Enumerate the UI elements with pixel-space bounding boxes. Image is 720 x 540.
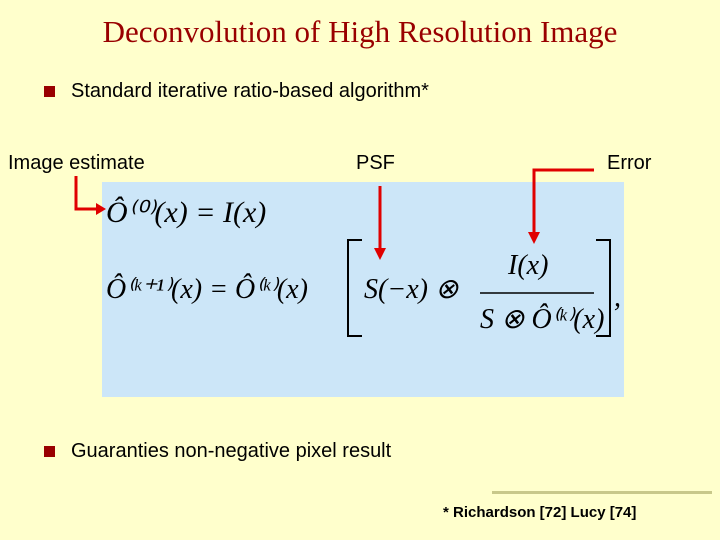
footnote-citation: * Richardson [72] Lucy [74] [443,504,637,521]
ratio-denominator: S ⊗ Ô⁽ᵏ⁾(x) [480,304,605,335]
psf-arrowhead-icon [374,248,386,260]
update-equation-lhs: Ô⁽ᵏ⁺¹⁾(x) = Ô⁽ᵏ⁾(x) [106,274,308,305]
ratio-numerator: I(x) [508,250,549,281]
error-arrow [534,170,594,232]
footer-divider [492,491,712,494]
bullet-item-nonnegative [44,440,391,463]
image-estimate-label: Image estimate [8,152,145,174]
left-bracket [348,240,362,336]
bullet-text: Standard iterative ratio-based algorithm* [71,80,429,102]
bullet-text: Guaranties non-negative pixel result [71,440,392,462]
image-estimate-arrowhead-icon [96,203,106,215]
psf-term: S(−x) ⊗ [364,274,459,305]
trailing-comma: , [614,282,621,313]
error-arrowhead-icon [528,232,540,244]
psf-label: PSF [356,152,395,174]
initial-equation: Ô⁽⁰⁾(x) = I(x) [106,196,267,229]
right-bracket [596,240,610,336]
image-estimate-arrow [76,176,96,209]
slide-title: Deconvolution of High Resolution Image [102,14,618,49]
square-bullet-icon [44,446,55,457]
error-label: Error [607,152,652,174]
